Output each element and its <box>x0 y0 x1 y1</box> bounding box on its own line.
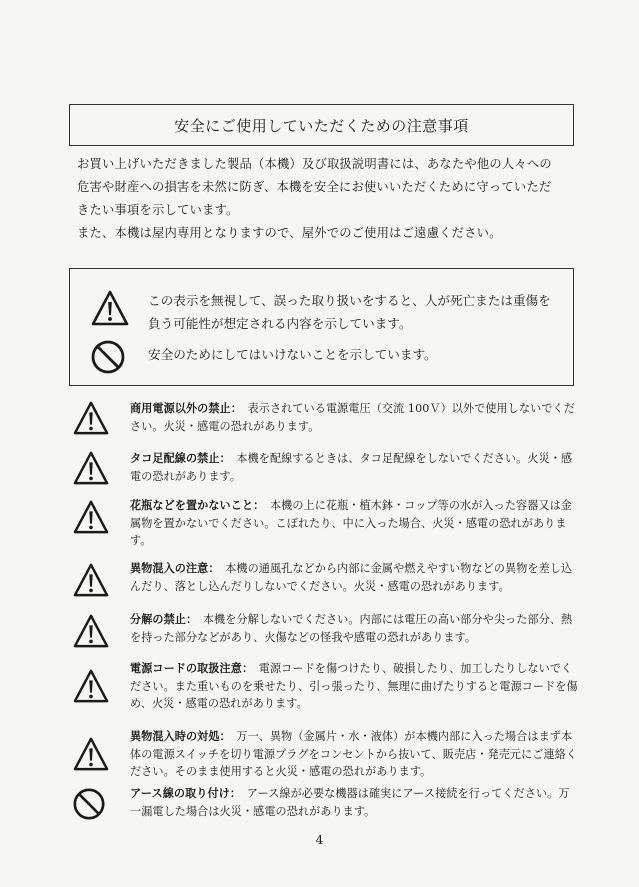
caution-heading: 電源コードの取扱注意： <box>130 662 248 675</box>
page-title: 安全にご使用していただくための注意事項 <box>69 104 574 146</box>
caution-body: 本機を配線するときは、タコ足配線をしないでください。火災・感電の恐れがあります。 <box>130 452 573 483</box>
warning-triangle-icon <box>72 400 110 436</box>
prohibition-icon <box>90 339 126 375</box>
warning-triangle-icon <box>72 668 110 704</box>
caution-text <box>130 450 580 485</box>
intro-line: お買い上げいただきました製品（本機）及び取扱説明書には、あなたや他の人々への <box>77 157 552 171</box>
caution-text <box>130 660 580 713</box>
caution-body: 表示されている電源電圧（交流 100Ｖ）以外で使用しないでください。火災・感電の恐れがあります。 <box>130 402 575 433</box>
warning-triangle-icon <box>72 562 110 598</box>
caution-text <box>130 400 580 435</box>
legend-warning-text: この表示を無視して、誤った取り扱いをすると、人が死亡または重傷を負う可能性が想定される内容を示しています。 <box>148 293 551 331</box>
caution-body: 本機の上に花瓶・植木鉢・コップ等の水が入った容器又は金属物を置かないでください。こぼれたり、中に入った場合、火災・感電の恐れがあります。 <box>130 499 572 547</box>
caution-text <box>130 497 580 550</box>
intro-line: 危害や財産への損害を未然に防ぎ、本機を安全にお使いいただくために守っていただ <box>77 180 552 194</box>
caution-heading: タコ足配線の禁止： <box>130 452 226 465</box>
warning-triangle-icon <box>72 499 110 535</box>
caution-text <box>130 560 580 595</box>
caution-text <box>130 611 580 646</box>
warning-triangle-icon <box>90 289 130 327</box>
caution-heading: 異物混入の注意： <box>130 562 215 575</box>
caution-heading: 分解の禁止： <box>130 613 192 626</box>
intro-paragraph <box>77 153 577 245</box>
caution-body: 電源コードを傷つけたり、破損したり、加工したりしないでください。また重いものを乗せたり、引っ張ったり、無理に曲げたりすると電源コードを傷め、火災・感電の恐れがあります。 <box>130 662 578 710</box>
page-number: 4 <box>315 833 324 847</box>
caution-heading: 異物混入時の対処： <box>130 730 226 743</box>
caution-text <box>130 728 580 781</box>
warning-triangle-icon <box>72 736 110 772</box>
caution-heading: 花瓶などを置かないこと： <box>130 499 259 512</box>
prohibition-icon <box>72 787 106 821</box>
symbol-legend-box <box>69 268 574 386</box>
caution-heading: 商用電源以外の禁止： <box>130 402 237 415</box>
caution-heading: アース線の取り付け： <box>130 787 236 800</box>
warning-triangle-icon <box>72 613 110 649</box>
caution-text <box>130 785 580 820</box>
caution-body: 万一、異物（金属片・水・液体）が本機内部に入った場合はまず本体の電源スイッチを切り電源プラグをコンセントから抜いて、販売店・発売元にご連絡ください。そのまま使用すると火災・感電の恐れがあります。 <box>130 730 578 778</box>
caution-body: 本機の通風孔などから内部に金属や燃えやすい物などの異物を差し込んだり、落とし込んだりしないでください。火災・感電の恐れがあります。 <box>130 562 573 593</box>
caution-body: 本機を分解しないでください。内部には電圧の高い部分や尖った部分、熱を持った部分などがあり、火傷などの怪我や感電の恐れがあります。 <box>130 613 573 644</box>
intro-line: きたい事項を示しています。 <box>77 203 239 217</box>
legend-prohibit-text: 安全のためにしてはいけないことを示しています。 <box>148 347 437 362</box>
caution-body: アース線が必要な機器は確実にアース接続を行ってください。万一漏電した場合は火災・感電の恐れがあります。 <box>130 787 570 818</box>
warning-triangle-icon <box>72 450 110 486</box>
intro-line: また、本機は屋内専用となりますので、屋外でのご使用はご遠慮ください。 <box>77 226 502 240</box>
